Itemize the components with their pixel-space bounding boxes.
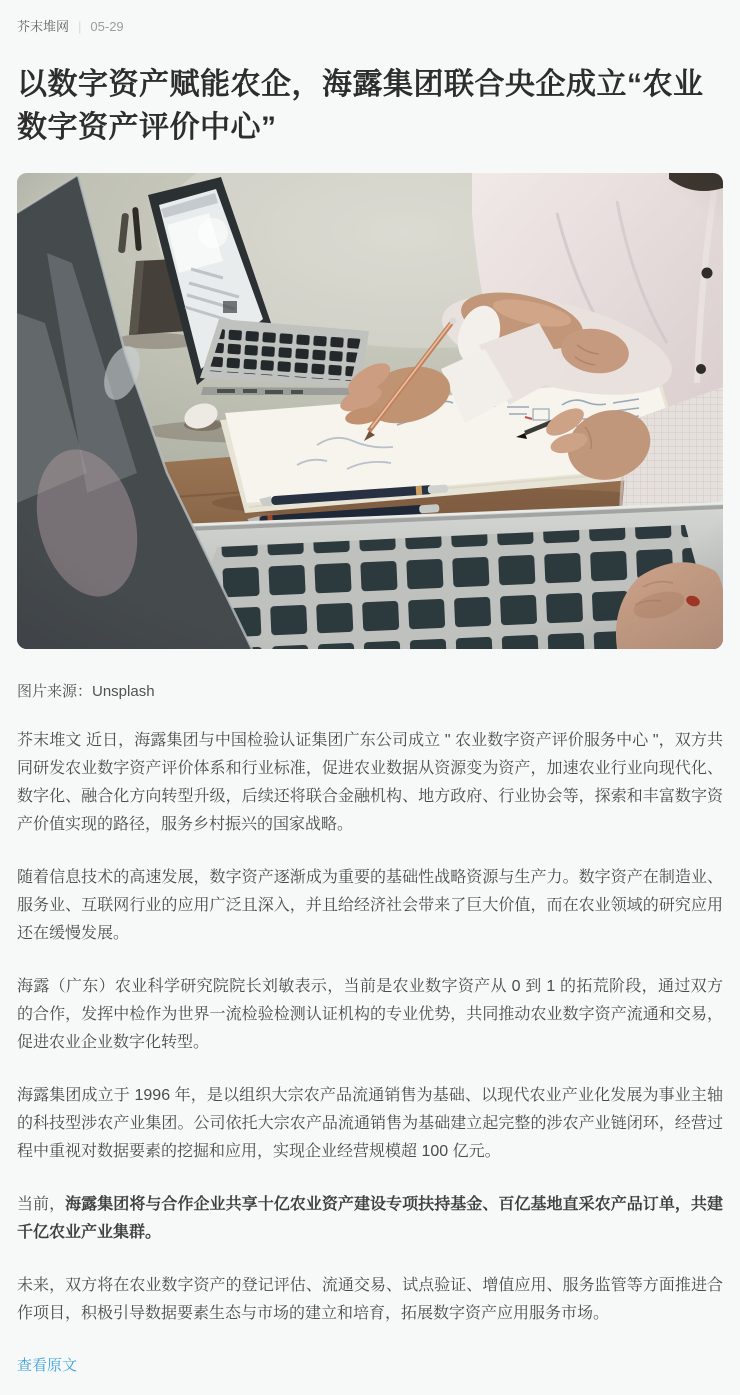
meta-separator: | [78,19,82,34]
view-original-link[interactable]: 查看原文 [17,1357,78,1374]
article-title: 以数字资产赋能农企，海露集团联合央企成立“农业数字资产评价中心” [17,68,704,144]
source-name: 芥末堆网 [17,19,70,34]
highlighted-text: 海露集团将与合作企业共享十亿农业资产建设专项扶持基金、百亿基地直采农产品订单，共建千亿农业产业集群。 [17,1196,723,1241]
highlight-prefix: 当前， [17,1196,66,1213]
vignette [17,173,723,649]
article-paragraph-highlight [17,1191,723,1247]
article-meta [17,18,723,36]
hero-image [17,173,723,649]
office-photo-illustration [17,173,723,649]
article-paragraph: 海露（广东）农业科学研究院院长刘敏表示，当前是农业数字资产从 0 到 1 的拓荒阶段，通过双方的合作，发挥中检作为世界一流检验检测认证机构的专业优势，共同推动农业数字资产流通和交易，促进农业企业数字化转型。 [17,978,723,1051]
image-caption: 图片来源：Unsplash [17,683,155,700]
article-paragraph: 随着信息技术的高速发展，数字资产逐渐成为重要的基础性战略资源与生产力。数字资产在制造业、服务业、互联网行业的应用广泛且深入，并且给经济社会带来了巨大价值，而在农业领域的研究应用还在缓慢发展。 [17,869,723,942]
publish-date: 05-29 [90,19,124,34]
article-paragraph: 海露集团成立于 1996 年，是以组织大宗农产品流通销售为基础、以现代农业产业化发展为事业主轴的科技型涉农产业集团。公司依托大宗农产品流通销售为基础建立起完整的涉农产业链闭环，经营过程中重视对数据要素的挖掘和应用，实现企业经营规模超 100 亿元。 [17,1087,723,1160]
article-paragraph: 芥末堆文 近日，海露集团与中国检验认证集团广东公司成立 " 农业数字资产评价服务中心 "，双方共同研发农业数字资产评价体系和行业标准，促进农业数据从资源变为资产，加速农业行业向现代化、数字化、融合化方向转型升级，后续还将联合金融机构、地方政府、行业协会等，探索和丰富数字资产价值实现的路径，服务乡村振兴的国家战略。 [17,732,723,833]
article-paragraph: 未来，双方将在农业数字资产的登记评估、流通交易、试点验证、增值应用、服务监管等方面推进合作项目，积极引导数据要素生态与市场的建立和培育，拓展数字资产应用服务市场。 [17,1277,723,1322]
